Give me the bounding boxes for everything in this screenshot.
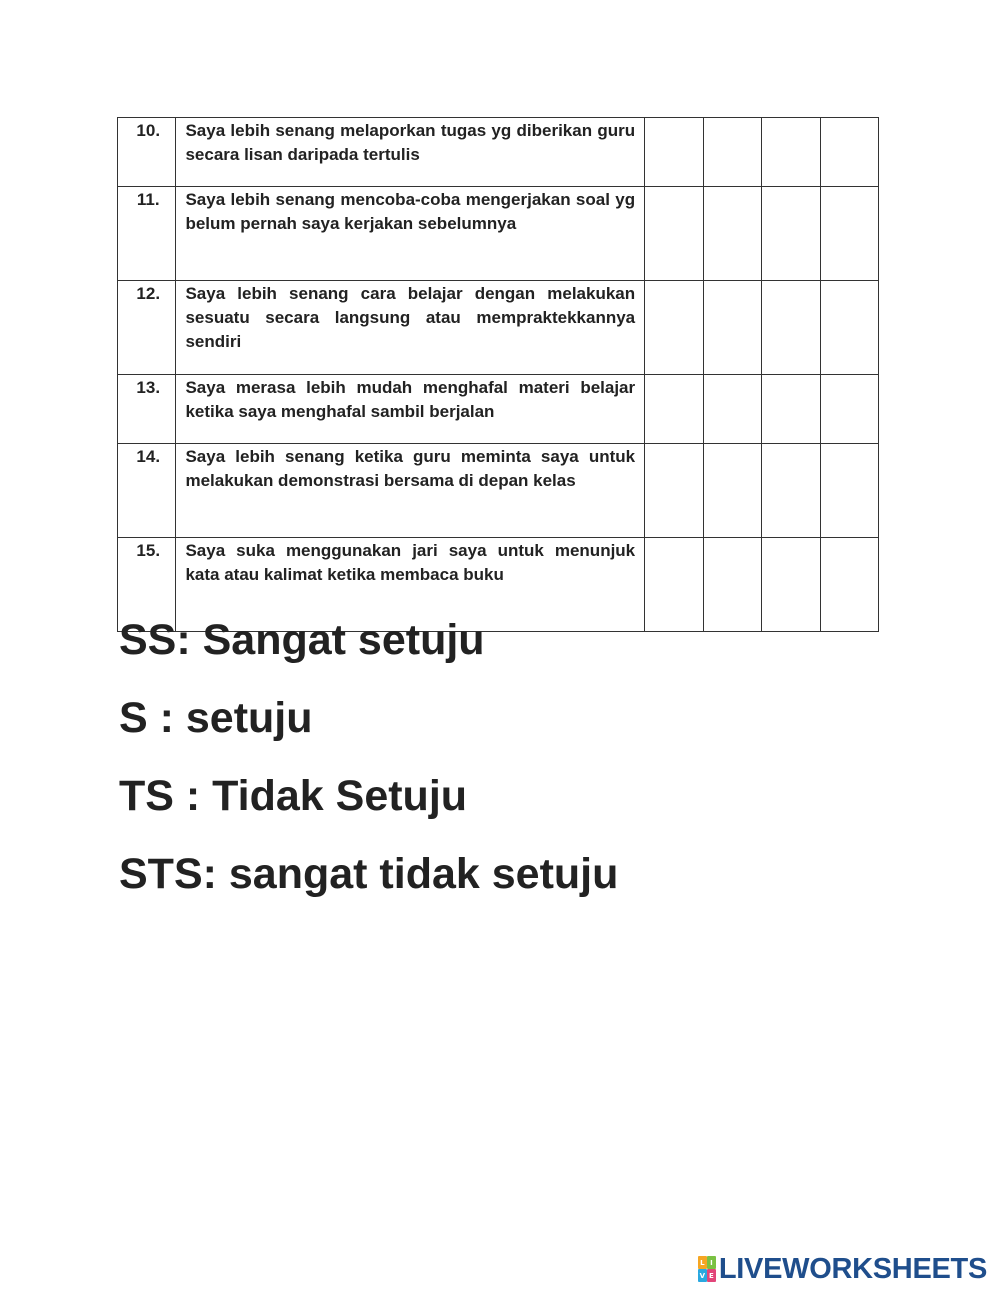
liveworksheets-icon: L I V E (698, 1256, 716, 1282)
answer-cell-s[interactable] (703, 444, 761, 538)
answer-cell-ss[interactable] (645, 375, 703, 444)
questionnaire-table (117, 117, 879, 632)
answer-cell-ts[interactable] (762, 538, 820, 632)
answer-cell-ts[interactable] (762, 118, 820, 187)
answer-cell-sts[interactable] (820, 444, 879, 538)
item-number: 10. (118, 118, 176, 187)
item-statement: Saya lebih senang ketika guru meminta saya untuk melakukan demonstrasi bersama di depan kelas (176, 444, 645, 538)
table-row (118, 118, 879, 187)
answer-cell-s[interactable] (703, 281, 761, 375)
legend-item-s: S : setuju (119, 694, 313, 742)
answer-cell-sts[interactable] (820, 538, 879, 632)
answer-cell-ts[interactable] (762, 281, 820, 375)
answer-cell-s[interactable] (703, 538, 761, 632)
item-number: 15. (118, 538, 176, 632)
item-number: 11. (118, 187, 176, 281)
item-number: 14. (118, 444, 176, 538)
answer-legend (119, 616, 618, 928)
item-statement: Saya suka menggunakan jari saya untuk menunjuk kata atau kalimat ketika membaca buku (176, 538, 645, 632)
legend-item-ss: SS: Sangat setuju (119, 616, 485, 664)
table-row (118, 375, 879, 444)
table-row (118, 444, 879, 538)
answer-cell-ss[interactable] (645, 118, 703, 187)
item-statement: Saya lebih senang melaporkan tugas yg diberikan guru secara lisan daripada tertulis (176, 118, 645, 187)
item-number: 12. (118, 281, 176, 375)
answer-cell-ss[interactable] (645, 281, 703, 375)
answer-cell-ss[interactable] (645, 538, 703, 632)
answer-cell-ts[interactable] (762, 375, 820, 444)
item-statement: Saya lebih senang mencoba-coba mengerjakan soal yg belum pernah saya kerjakan sebelumnya (176, 187, 645, 281)
table-row (118, 187, 879, 281)
liveworksheets-logo (698, 1255, 987, 1283)
answer-cell-ts[interactable] (762, 444, 820, 538)
legend-item-ts: TS : Tidak Setuju (119, 772, 468, 820)
answer-cell-sts[interactable] (820, 375, 879, 444)
answer-cell-s[interactable] (703, 375, 761, 444)
answer-cell-s[interactable] (703, 118, 761, 187)
answer-cell-sts[interactable] (820, 281, 879, 375)
item-statement: Saya lebih senang cara belajar dengan melakukan sesuatu secara langsung atau mempraktekkannya sendiri (176, 281, 645, 375)
legend-item-sts: STS: sangat tidak setuju (119, 850, 619, 898)
answer-cell-ss[interactable] (645, 187, 703, 281)
answer-cell-s[interactable] (703, 187, 761, 281)
brand-name: LIVEWORKSHEETS (718, 1253, 987, 1285)
answer-cell-sts[interactable] (820, 118, 879, 187)
table-row (118, 281, 879, 375)
answer-cell-ts[interactable] (762, 187, 820, 281)
answer-cell-ss[interactable] (645, 444, 703, 538)
item-statement: Saya merasa lebih mudah menghafal materi belajar ketika saya menghafal sambil berjalan (176, 375, 645, 444)
answer-cell-sts[interactable] (820, 187, 879, 281)
item-number: 13. (118, 375, 176, 444)
